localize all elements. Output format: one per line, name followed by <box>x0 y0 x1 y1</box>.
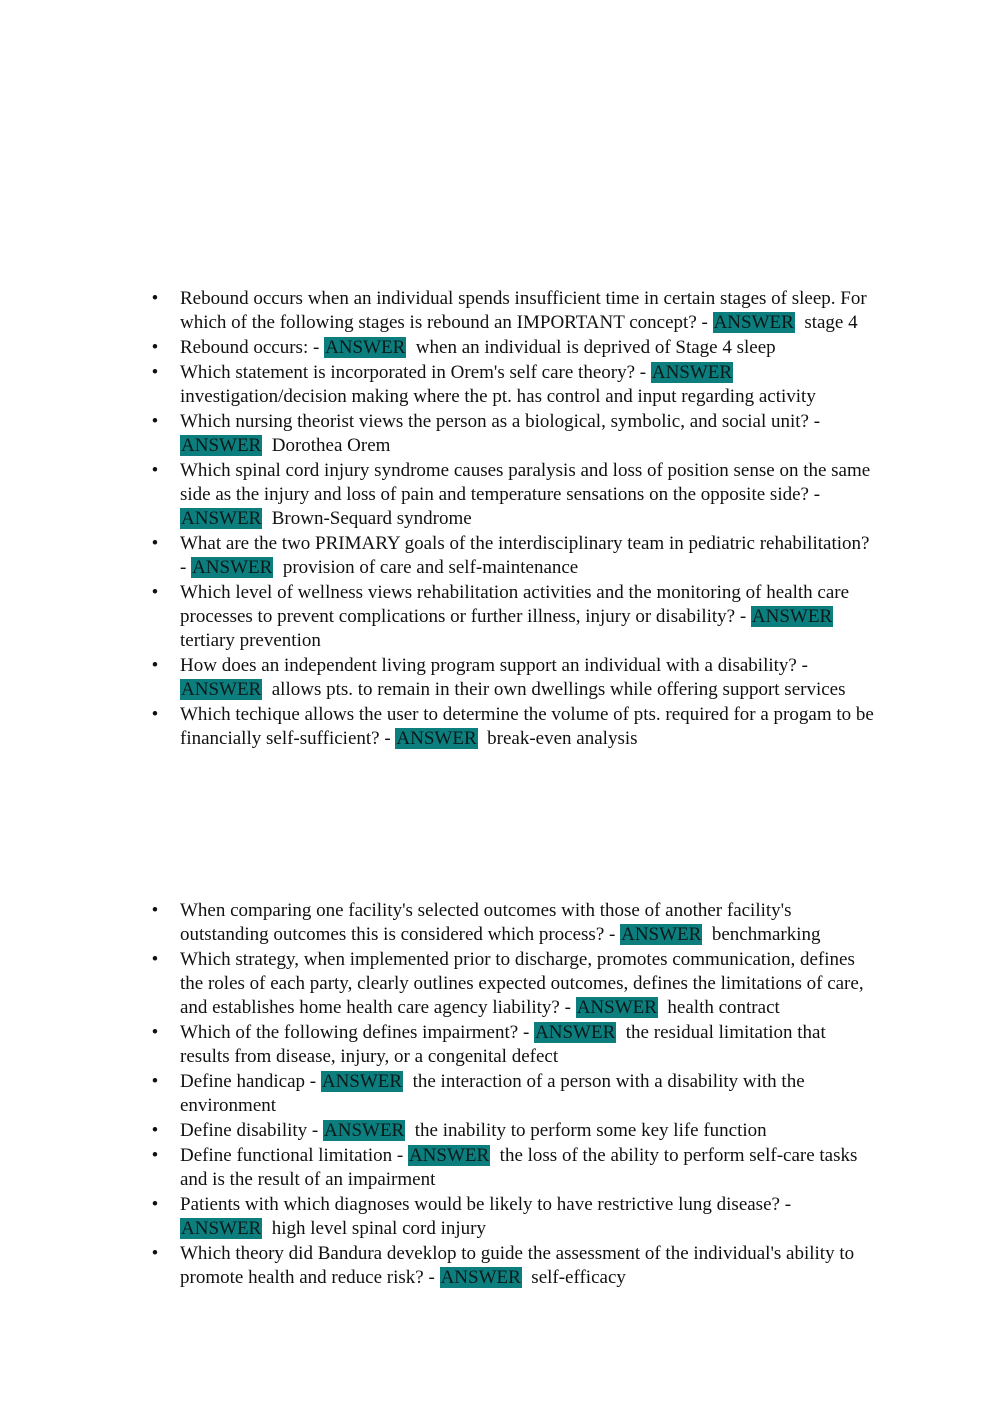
bullet-icon: • <box>151 900 159 921</box>
list-item <box>150 459 875 531</box>
question-text: Rebound occurs: - <box>180 337 325 358</box>
question-text: Rebound occurs when an individual spends insufficient time in certain stages of sleep. For which of the following stages is rebound an IMPORTANT concept? - <box>180 288 867 333</box>
list-item <box>150 1193 875 1241</box>
answer-label: ANSWER <box>651 362 733 383</box>
bullet-icon: • <box>151 582 159 603</box>
answer-text: Dorothea Orem <box>271 435 391 456</box>
question-text: Which statement is incorporated in Orem's self care theory? - <box>180 362 651 383</box>
answer-text: the inability to perform some key life function <box>414 1120 767 1141</box>
answer-text: when an individual is deprived of Stage 4 sleep <box>415 337 776 358</box>
list-item <box>150 1144 875 1192</box>
answer-text: the residual limitation that results from disease, injury, or a congenital defect <box>180 1022 826 1067</box>
answer-text: benchmarking <box>711 924 821 945</box>
answer-text: health contract <box>667 997 780 1018</box>
list-item <box>150 410 875 458</box>
question-text: Which nursing theorist views the person as a biological, symbolic, and social unit? - <box>180 411 821 432</box>
answer-label: ANSWER <box>751 606 833 627</box>
list-item <box>150 654 875 702</box>
bullet-icon: • <box>151 337 159 358</box>
answer-text: break-even analysis <box>487 728 638 749</box>
bullet-icon: • <box>151 704 159 725</box>
bullet-icon: • <box>151 288 159 309</box>
list-item <box>150 948 875 1020</box>
answer-label: ANSWER <box>192 557 273 578</box>
bullet-icon: • <box>151 1194 159 1215</box>
list-item <box>150 703 875 751</box>
bullet-icon: • <box>151 1022 159 1043</box>
answer-label: ANSWER <box>321 1071 403 1092</box>
bullet-icon: • <box>151 533 159 554</box>
answer-label: ANSWER <box>181 679 262 700</box>
qa-list-2 <box>150 899 875 1291</box>
question-text: Patients with which diagnoses would be likely to have restrictive lung disease? - <box>180 1194 792 1215</box>
list-item <box>150 1021 875 1069</box>
list-item <box>150 1119 875 1143</box>
list-item <box>150 361 875 409</box>
question-text: Which spinal cord injury syndrome causes paralysis and loss of position sense on the same side as the injury and loss of pain and temperature sensations on the opposite side? - <box>180 460 871 505</box>
question-text: What are the two PRIMARY goals of the interdisciplinary team in pediatric rehabilitation? - <box>180 533 870 578</box>
bullet-icon: • <box>151 1071 159 1092</box>
answer-label: ANSWER <box>181 435 262 456</box>
bullet-icon: • <box>151 1120 159 1141</box>
answer-label: ANSWER <box>181 508 262 529</box>
answer-text: self-efficacy <box>531 1267 626 1288</box>
answer-label: ANSWER <box>181 1218 262 1239</box>
answer-label: ANSWER <box>713 312 794 333</box>
qa-list-1 <box>150 287 875 752</box>
question-text: Define disability - <box>180 1120 323 1141</box>
answer-text: the interaction of a person with a disability with the environment <box>180 1071 805 1116</box>
question-text: How does an independent living program support an individual with a disability? - <box>180 655 808 676</box>
answer-label: ANSWER <box>440 1267 521 1288</box>
bullet-icon: • <box>151 949 159 970</box>
question-text: Which strategy, when implemented prior to discharge, promotes communication, defines the roles of each party, clearly outlines expected outcomes, defines the limitations of care, and establishes home health care agency liability? - <box>180 949 864 1018</box>
question-text: Which of the following defines impairment? - <box>180 1022 535 1043</box>
answer-label: ANSWER <box>325 337 406 358</box>
list-item <box>150 1070 875 1118</box>
bullet-icon: • <box>151 362 159 383</box>
bullet-icon: • <box>151 1145 159 1166</box>
answer-text: high level spinal cord injury <box>271 1218 486 1239</box>
bullet-icon: • <box>151 411 159 432</box>
list-item <box>150 581 875 653</box>
question-text: When comparing one facility's selected outcomes with those of another facility's outstanding outcomes this is considered which process? - <box>180 900 792 945</box>
list-item <box>150 287 875 335</box>
question-text: Which theory did Bandura deveklop to guide the assessment of the individual's ability to promote health and reduce risk? - <box>180 1243 855 1288</box>
question-text: Define handicap - <box>180 1071 321 1092</box>
answer-text: allows pts. to remain in their own dwellings while offering support services <box>271 679 846 700</box>
answer-label: ANSWER <box>535 1022 616 1043</box>
answer-text: stage 4 <box>804 312 858 333</box>
answer-label: ANSWER <box>621 924 702 945</box>
answer-label: ANSWER <box>396 728 477 749</box>
question-text: Which level of wellness views rehabilitation activities and the monitoring of health care processes to prevent complications or further illness, injury or disability? - <box>180 582 850 627</box>
list-item <box>150 336 875 360</box>
bullet-icon: • <box>151 460 159 481</box>
answer-label: ANSWER <box>324 1120 405 1141</box>
bullet-icon: • <box>151 1243 159 1264</box>
bullet-icon: • <box>151 655 159 676</box>
answer-label: ANSWER <box>576 997 657 1018</box>
question-text: Define functional limitation - <box>180 1145 408 1166</box>
answer-text: the loss of the ability to perform self-care tasks and is the result of an impairment <box>180 1145 858 1190</box>
list-item <box>150 899 875 947</box>
answer-text: investigation/decision making where the pt. has control and input regarding activity <box>180 386 816 407</box>
list-item <box>150 532 875 580</box>
answer-text: provision of care and self-maintenance <box>282 557 579 578</box>
answer-text: Brown-Sequard syndrome <box>271 508 472 529</box>
list-item <box>150 1242 875 1290</box>
answer-text: tertiary prevention <box>180 630 321 651</box>
answer-label: ANSWER <box>408 1145 490 1166</box>
question-text: Which techique allows the user to determine the volume of pts. required for a progam to be financially self-sufficient? - <box>180 704 874 749</box>
